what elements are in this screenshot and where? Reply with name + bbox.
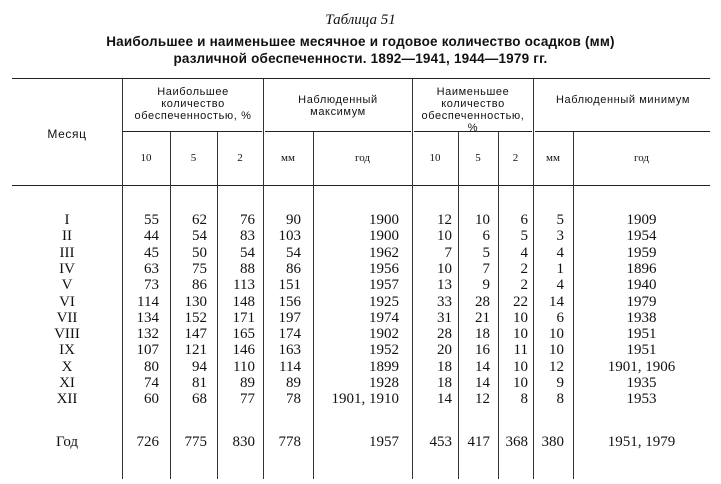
table-row-obsmin-mm: 12 [549,358,564,375]
table-row-max5: 147 [184,326,207,343]
table-row-obsmax-mm: 54 [286,244,301,261]
subheader-max-5: 5 [190,152,197,164]
table-row-min5: 7 [482,260,490,277]
table-row-min2: 8 [520,391,528,408]
table-row-obsmax-mm: 103 [278,228,301,245]
year-row-min10: 453 [429,434,452,450]
subheader-min-10: 10 [429,152,441,164]
table-row-obsmin-year: 1896 [626,260,657,277]
table-row-month: X [61,358,73,375]
table-row-min2: 10 [513,326,528,343]
table-row-max2: 89 [240,375,255,391]
table-row-max5: 62 [192,212,207,228]
table-row-min10: 12 [437,212,452,228]
table-row-min10: 33 [437,293,452,310]
table-row-month: II [62,228,72,245]
group-rule-2 [265,131,411,132]
table-row-obsmax-mm: 78 [286,391,301,408]
table-row-obsmax-mm: 114 [279,358,301,375]
table-row-min5: 21 [475,309,490,326]
table-row-max10: 80 [144,358,159,375]
table-row-min2: 22 [513,293,528,310]
table-row-max5: 130 [184,293,207,310]
table-row-min10: 18 [437,358,452,375]
table-row-max2: 77 [240,391,255,408]
table-row-obsmax-mm: 90 [286,212,301,228]
table-row-obsmin-year: 1979 [626,293,657,310]
table-row-obsmax-year: 1900 [369,228,399,245]
table-row-obsmin-mm: 1 [556,260,564,277]
table-row-min5: 5 [482,244,490,261]
header-bottom-rule [12,185,710,186]
table-row-obsmin-mm: 14 [549,293,564,310]
title-line-2: различной обеспеченности. 1892—1941, 1944—1979 гг. [173,51,548,66]
year-row-month: Год [55,434,79,450]
table-row-obsmin-year: 1940 [626,277,657,294]
subheader-min-2: 2 [512,152,519,164]
table-row-min10: 10 [437,260,452,277]
table-row-max2: 148 [232,293,255,310]
top-rule [12,78,710,79]
table-row-min10: 14 [437,391,452,408]
table-row-max2: 171 [232,309,255,326]
table-row-min5: 16 [475,342,490,359]
table-row-max10: 44 [144,228,159,245]
year-row-obsmin-year: 1951, 1979 [607,434,676,450]
table-row-max10: 134 [136,309,159,326]
header-observed-max: Наблюденный максимум [298,94,378,118]
table-row-month: III [59,244,75,261]
table-row-max10: 73 [144,277,159,294]
subheader-max-2: 2 [237,152,243,164]
table-row-obsmin-year: 1901, 1906 [607,358,676,375]
table-row-max5: 152 [184,309,207,326]
year-row-obsmax-mm: 778 [278,434,301,450]
table-row-min2: 10 [513,309,528,326]
group-rule-4 [535,131,710,132]
table-row-min5: 14 [475,358,490,375]
group-rule-1 [122,131,262,132]
table-row-max10: 107 [136,342,159,359]
table-row-obsmin-year: 1938 [626,309,657,326]
table-row-obsmax-year: 1962 [369,244,399,261]
header-min-probability: Наименьшее количество обеспеченностью, % [421,86,525,134]
table-row-obsmin-mm: 10 [549,326,564,343]
table-row-min5: 14 [475,375,490,391]
subheader-min-5: 5 [475,152,481,164]
table-row-min2: 10 [513,375,528,391]
table-row-max2: 88 [240,260,255,277]
table-row-obsmin-mm: 6 [556,309,564,326]
table-row-obsmin-year: 1954 [626,228,657,245]
table-row-month: VII [56,309,78,326]
table-row-max10: 55 [144,212,159,228]
table-row-min10: 7 [444,244,452,261]
table-row-min10: 13 [437,277,452,294]
table-row-obsmin-mm: 8 [556,391,564,408]
table-row-max5: 121 [184,342,207,359]
table-row-obsmin-mm: 10 [549,342,564,359]
table-row-max10: 63 [144,260,159,277]
table-row-min5: 6 [482,228,490,245]
year-row-max10: 726 [136,434,159,450]
table-row-max2: 83 [240,228,255,245]
table-row-month: IV [59,260,75,277]
table-row-obsmax-year: 1974 [369,309,399,326]
header-observed-min: Наблюденный минимум [555,94,691,106]
table-row-min5: 18 [475,326,490,343]
table-row-min2: 2 [520,277,528,294]
table-row-obsmin-year: 1953 [626,391,657,408]
year-row-obsmax-year: 1957 [369,434,399,450]
table-row-min5: 10 [475,212,490,228]
table-row-max10: 60 [144,391,159,408]
table-row-min5: 9 [482,277,490,294]
table-row-min10: 31 [437,309,452,326]
table-row-obsmax-mm: 174 [278,326,301,343]
table-row-max10: 132 [136,326,159,343]
table-row-min10: 20 [437,342,452,359]
table-row-min2: 11 [513,342,528,359]
table-row-obsmin-year: 1951 [626,326,657,343]
table-row-max5: 94 [192,358,207,375]
table-row-month: VI [59,293,75,310]
subheader-max-mm: мм [281,152,295,164]
table-row-min2: 6 [520,212,528,228]
table-caption: Таблица 51 [325,12,396,28]
table-row-obsmax-year: 1901, 1910 [331,391,399,408]
table-row-max10: 74 [144,375,159,391]
table-row-obsmin-year: 1909 [626,212,657,228]
table-row-month: V [61,277,73,294]
table-row-obsmax-year: 1957 [369,277,399,294]
table-row-max2: 146 [232,342,255,359]
table-row-obsmax-year: 1925 [369,293,399,310]
table-row-max2: 76 [240,212,255,228]
table-row-min5: 28 [475,293,490,310]
table-row-obsmin-mm: 3 [556,228,564,245]
subheader-max-year: год [354,152,371,164]
table-row-obsmax-mm: 197 [278,309,301,326]
table-row-month: VIII [54,326,80,343]
year-row-obsmin-mm: 380 [541,434,564,450]
table-row-obsmax-mm: 163 [278,342,301,359]
header-max-probability: Наибольшее количество обеспеченностью, % [134,86,252,122]
table-row-obsmin-year: 1935 [626,375,657,391]
table-row-obsmin-mm: 9 [556,375,564,391]
table-row-min2: 5 [520,228,528,245]
table-row-max10: 114 [137,293,159,310]
table-row-obsmin-year: 1959 [626,244,657,261]
table-row-month: IX [59,342,75,359]
table-row-obsmax-year: 1956 [369,260,399,277]
table-row-obsmax-year: 1900 [369,212,399,228]
table-row-max2: 54 [240,244,255,261]
table-row-max5: 50 [192,244,207,261]
table-row-min2: 4 [520,244,528,261]
table-row-min10: 10 [437,228,452,245]
table-row-min2: 10 [513,358,528,375]
table-row-obsmax-mm: 156 [278,293,301,310]
table-row-obsmin-mm: 4 [556,277,564,294]
table-row-obsmax-mm: 89 [286,375,301,391]
table-row-obsmin-mm: 4 [556,244,564,261]
table-row-obsmax-mm: 151 [278,277,301,294]
subheader-min-year: год [633,152,650,164]
table-row-min10: 18 [437,375,452,391]
table-row-month: XII [56,391,78,408]
table-row-max2: 110 [233,358,255,375]
table-row-max2: 113 [233,277,255,294]
year-row-max5: 775 [184,434,207,450]
table-row-max2: 165 [232,326,255,343]
table-row-obsmin-year: 1951 [626,342,657,359]
year-row-min5: 417 [467,434,490,450]
subheader-min-mm: мм [546,152,560,164]
table-row-min2: 2 [520,260,528,277]
table-row-obsmax-mm: 86 [286,260,301,277]
table-row-obsmax-year: 1899 [369,358,399,375]
year-row-min2: 368 [505,434,528,450]
table-row-max5: 54 [192,228,207,245]
table-row-max5: 81 [192,375,207,391]
table-row-max5: 86 [192,277,207,294]
table-row-obsmax-year: 1902 [369,326,399,343]
table-row-obsmin-mm: 5 [556,212,564,228]
year-row-max2: 830 [232,434,255,450]
title-line-1: Наибольшее и наименьшее месячное и годовое количество осадков (мм) [106,34,615,49]
subheader-max-10: 10 [140,152,152,164]
table-row-obsmax-year: 1952 [369,342,399,359]
table-row-max10: 45 [144,244,159,261]
table-row-max5: 68 [192,391,207,408]
table-row-min10: 28 [437,326,452,343]
table-row-obsmax-year: 1928 [369,375,399,391]
table-row-max5: 75 [192,260,207,277]
table-row-month: XI [59,375,75,391]
table-row-min5: 12 [475,391,490,408]
table-row-month: I [64,212,70,228]
header-month: Месяц [47,127,87,141]
